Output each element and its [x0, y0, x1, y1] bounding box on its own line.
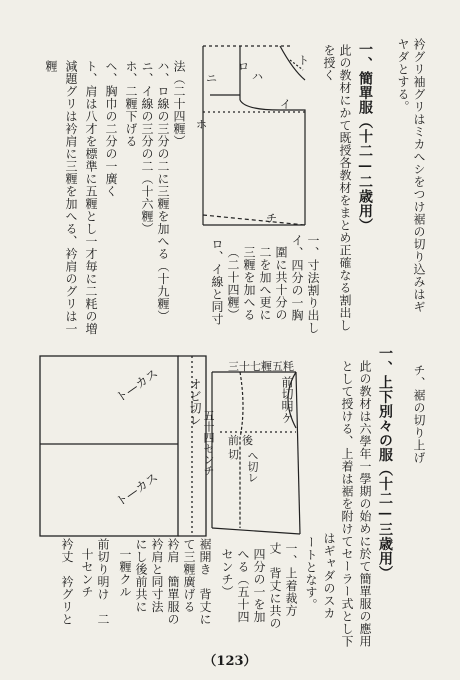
text-line: チ、裾の切り上げ	[412, 364, 426, 464]
text-line: （二十四糎）	[226, 246, 240, 321]
text-line: ロ、イ線と同寸	[210, 238, 224, 326]
text-line: て三糎廣げる	[182, 538, 196, 613]
text-line: ヤダとする。	[396, 38, 410, 113]
diagram-label: 後	[242, 434, 253, 447]
diagram-label: オビ切レ	[188, 378, 202, 426]
text-line: 減題グリは衿肩に三糎を加へる、衿肩のグリは一	[64, 60, 78, 335]
text-line: 四分の一を加	[252, 548, 266, 623]
diagram-label: ハ	[252, 70, 263, 83]
text-line: 衿肩と同寸法	[150, 538, 164, 613]
text-line: イ、四分の一胸	[290, 234, 304, 322]
diagram-label: チ	[266, 212, 277, 225]
text-line: ヘ、胸巾の二分の一廣く	[104, 60, 118, 198]
text-line: 法（二十四糎）	[172, 60, 186, 148]
text-line: 丈 背丈に共の	[268, 542, 282, 630]
section-heading: 一、上下別々の服（十二—三歳用）	[377, 346, 393, 580]
text-line: ートとなす。	[304, 536, 318, 611]
text-line: ト、肩は八才を標準に五糎とし一才毎に二粍の増	[84, 60, 98, 335]
text-line: を授く	[322, 44, 336, 82]
text-line: ニ、イ線の三分の二（十六糎）	[140, 60, 154, 235]
text-line: ハ、ロ線の三分の二に三糎を加へる（十九糎）	[156, 60, 170, 323]
diagram-label: ロ	[238, 60, 249, 73]
text-line: はギャダのスカ	[322, 532, 336, 620]
text-line: 三糎を加へる	[242, 246, 256, 321]
text-line: 此の教材は六學年一學期の始めに於て簡單服の應用	[358, 360, 372, 648]
text-line: 一糎クル	[118, 548, 132, 598]
text-line: 前切り明け 二	[96, 538, 110, 626]
text-line: 此の教材にかて既授各教材をまとめ正確なる割出し	[338, 44, 352, 332]
diagram-label: 五十四センチ	[202, 410, 215, 476]
text-line: 糎	[44, 60, 58, 73]
text-line: 二を加へ更に	[258, 246, 272, 321]
text-line: 裾開き 背丈に	[198, 538, 212, 626]
diagram-label: 前切明ケ	[280, 376, 294, 424]
skirt-diagram	[36, 352, 211, 542]
text-line: にし後前共に	[134, 538, 148, 613]
text-line: 十センチ	[80, 548, 94, 598]
page-number: （123）	[203, 654, 257, 669]
diagram-label: イ	[280, 98, 291, 111]
diagram-label: ト	[298, 54, 309, 67]
diagram-label: ニ	[206, 72, 217, 85]
diagram-label: 切	[228, 448, 239, 461]
text-line: 一、寸法割り出し	[306, 234, 320, 334]
text-line: 圍に共十分の	[274, 246, 288, 321]
diagram-label: 三十七糎五粍	[228, 360, 294, 373]
diagram-label: ト—カス	[113, 470, 161, 510]
diagram-label: 前	[228, 434, 239, 447]
text-line: 衿肩 簡單服の	[166, 538, 180, 626]
diagram-label: へ切レ	[246, 450, 259, 483]
text-line: へる（五十四	[236, 548, 250, 623]
section-heading: 一、簡單服（十二—二歳用）	[357, 42, 373, 233]
text-line: として授ける、上着は裾を附けてセーラー式とし下	[340, 360, 354, 648]
text-line: 衿グリ袖グリはミカへシをつけ裾の切り込みはギ	[412, 38, 426, 313]
diagram-label: ト—カス	[113, 366, 161, 406]
text-line: ホ、二糎下げる	[124, 60, 138, 148]
text-line: 衿丈 衿グリと	[60, 538, 74, 626]
diagram-label: ホ	[196, 118, 207, 131]
text-line: 一、上着裁方	[284, 542, 298, 617]
text-line: センチ）	[220, 548, 234, 598]
